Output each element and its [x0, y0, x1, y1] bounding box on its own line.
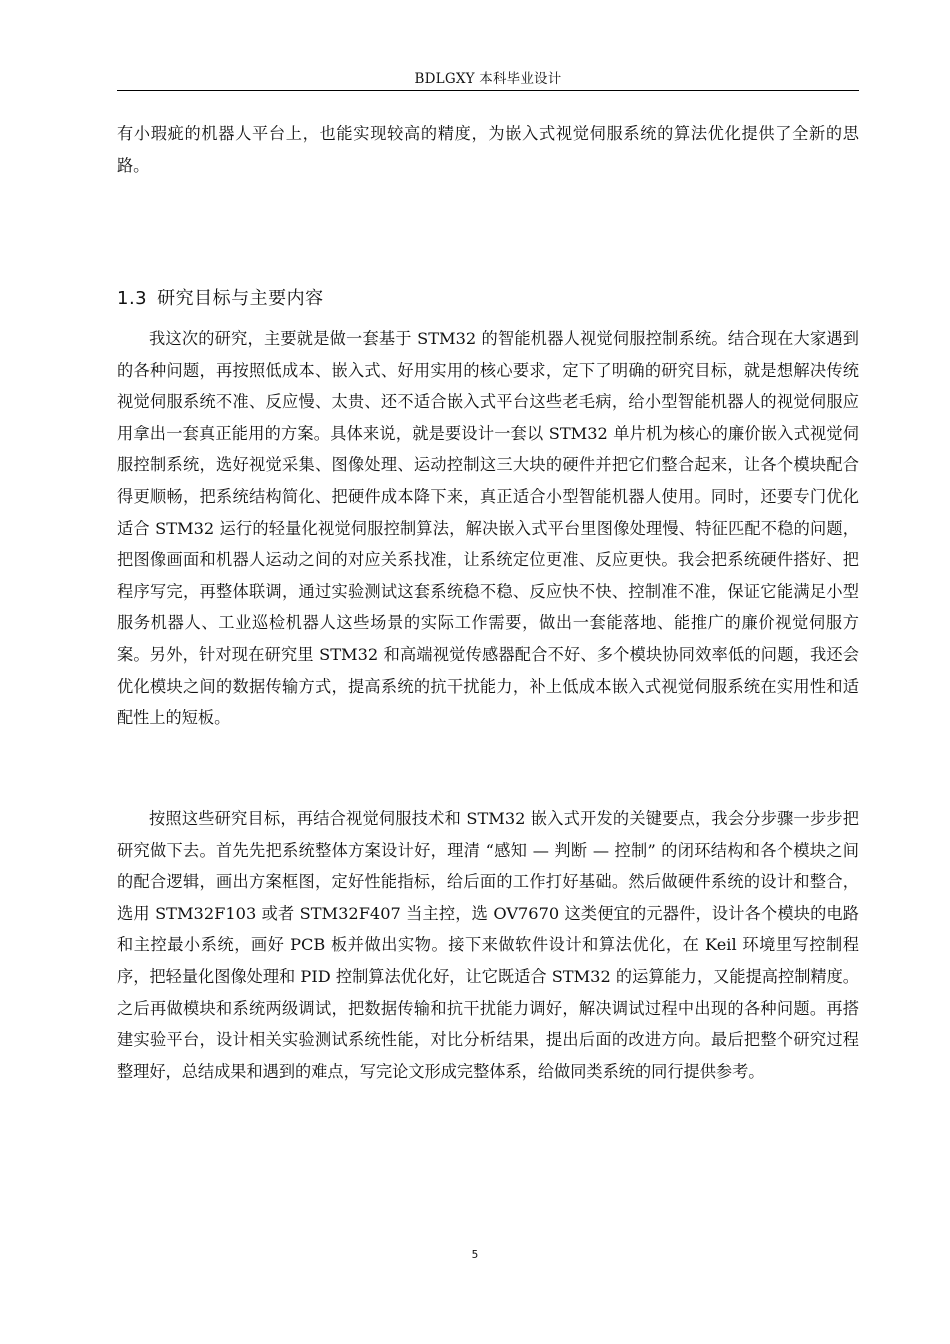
- section-title: 研究目标与主要内容: [157, 288, 324, 309]
- page-number: 5: [471, 1249, 479, 1261]
- section-number: 1.3: [117, 288, 148, 309]
- page-header: BDLGXY 本科毕业设计: [414, 71, 562, 87]
- paragraph-research-goals: 我这次的研究，主要就是做一套基于 STM32 的智能机器人视觉伺服控制系统。结合现在大家遇到的各种问题，再按照低成本、嵌入式、好用实用的核心要求，定下了明确的研究目标，就是想解决传统视觉伺服系统不准、反应慢、太贵、还不适合嵌入式平台这些老毛病，给小型智能机器人的视觉伺服应用拿出一套真正能用的方案。具体来说，就是要设计一套以 STM32 单片机为核心的廉价嵌入式视觉伺服控制系统，选好视觉采集、图像处理、运动控制这三大块的硬件并把它们整合起来，让各个模块配合得更顺畅，把系统结构简化、把硬件成本降下来，真正适合小型智能机器人使用。同时，还要专门优化适合 STM32 运行的轻量化视觉伺服控制算法，解决嵌入式平台里图像处理慢、特征匹配不稳的问题，把图像画面和机器人运动之间的对应关系找准，让系统定位更准、反应更快。我会把系统硬件搭好、把程序写完，再整体联调，通过实验测试这套系统稳不稳、反应快不快、控制准不准，保证它能满足小型服务机器人、工业巡检机器人这些场景的实际工作需要，做出一套能落地、能推广的廉价视觉伺服方案。另外，针对现在研究里 STM32 和高端视觉传感器配合不好、多个模块协同效率低的问题，我还会优化模块之间的数据传输方式，提高系统的抗干扰能力，补上低成本嵌入式视觉伺服系统在实用性和适配性上的短板。: [117, 329, 859, 728]
- section-heading: [117, 286, 324, 312]
- paragraph-research-steps: 按照这些研究目标，再结合视觉伺服技术和 STM32 嵌入式开发的关键要点，我会分步骤一步步把研究做下去。首先先把系统整体方案设计好，理清 “感知 — 判断 — 控制” 的闭环结构和各个模块之间的配合逻辑，画出方案框图，定好性能指标，给后面的工作打好基础。然后做硬件系统的设计和整合，选用 STM32F103 或者 STM32F407 当主控，选 OV7670 这类便宜的元器件，设计各个模块的电路和主控最小系统，画好 PCB 板并做出实物。接下来做软件设计和算法优化，在 Keil 环境里写控制程序，把轻量化图像处理和 PID 控制算法优化好，让它既适合 STM32 的运算能力，又能提高控制精度。之后再做模块和系统两级调试，把数据传输和抗干扰能力调好，解决调试过程中出现的各种问题。再搭建实验平台，设计相关实验测试系统性能，对比分析结果，提出后面的改进方向。最后把整个研究过程整理好，总结成果和遇到的难点，写完论文形成完整体系，给做同类系统的同行提供参考。: [117, 809, 859, 1081]
- header-divider: [117, 90, 859, 91]
- continuation-paragraph: 有小瑕疵的机器人平台上，也能实现较高的精度，为嵌入式视觉伺服系统的算法优化提供了全新的思路。: [117, 124, 859, 175]
